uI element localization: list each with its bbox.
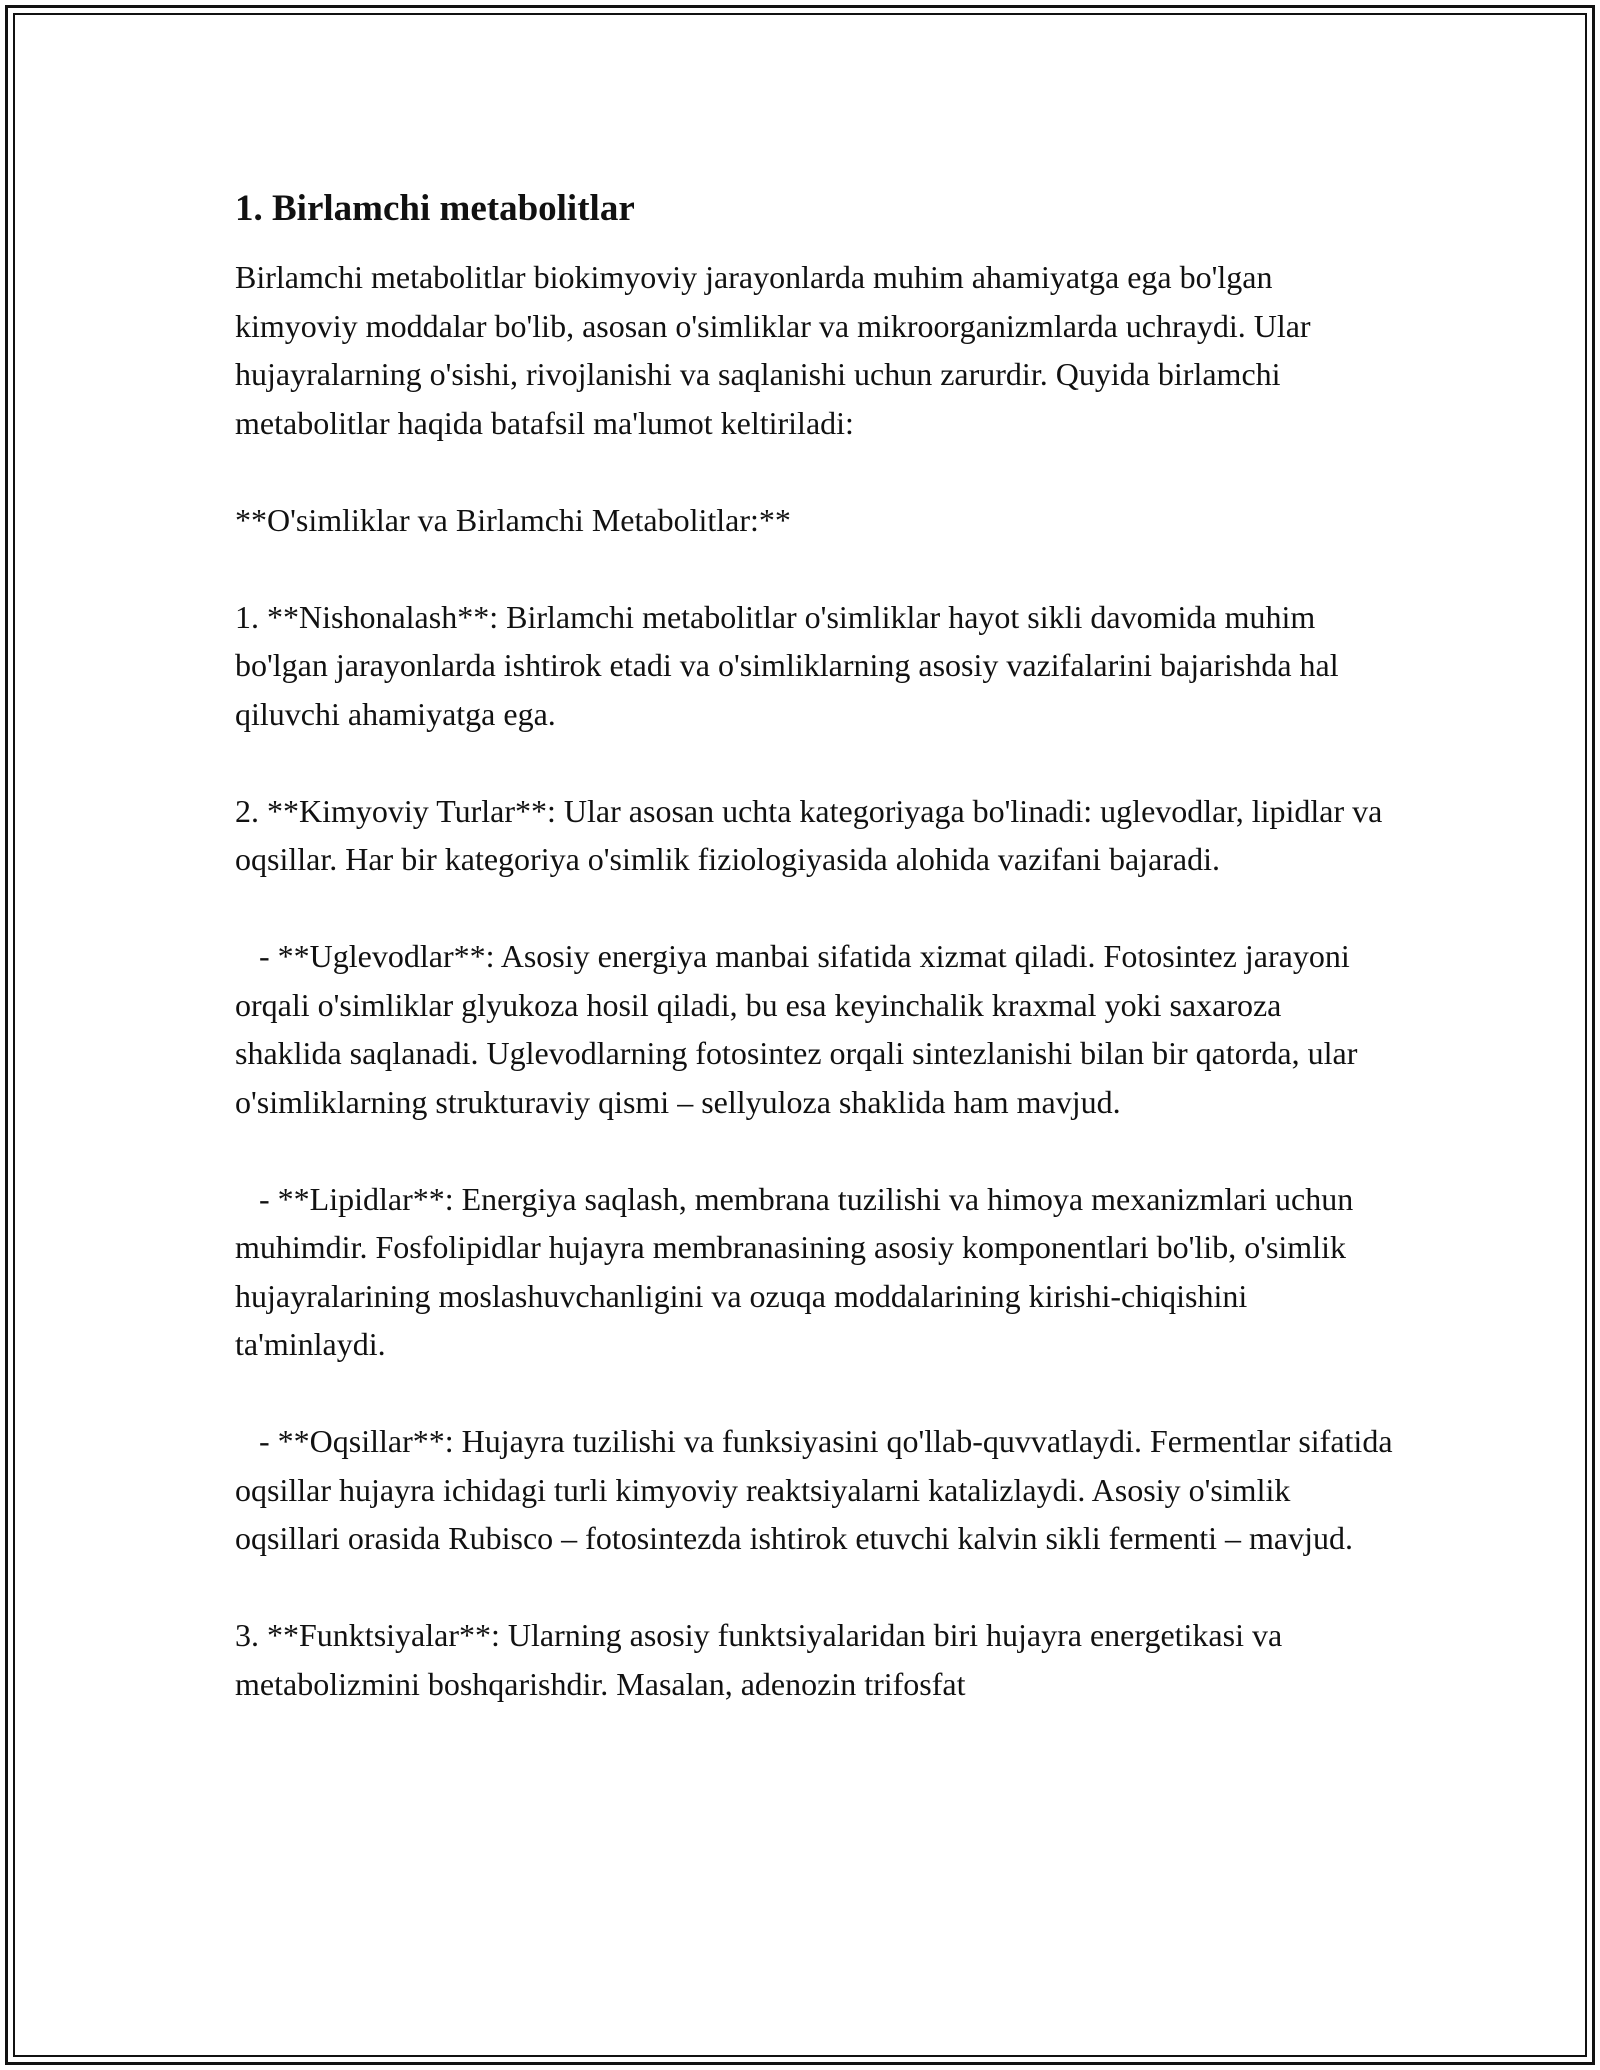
sub-item-lipidlar-paragraph: - **Lipidlar**: Energiya saqlash, membrana tuzilishi va himoya mexanizmlari uchun muhimdir. Fosfolipidlar hujayra membranasining asosiy komponentlari bo'lib, o'simlik hujayralarining moslashuvchanligini va ozuqa moddalarining kirishi-chiqishini ta'minlaydi.	[235, 1180, 1362, 1362]
document-body	[235, 185, 1401, 1757]
list-item-3-paragraph: 3. **Funktsiyalar**: Ularning asosiy funktsiyalaridan biri hujayra energetikasi va metabolizmini boshqarishdir. Masalan, adenozin trifosfat	[235, 1617, 1291, 1702]
intro-paragraph: Birlamchi metabolitlar biokimyoviy jarayonlarda muhim ahamiyatga ega bo'lgan kimyoviy moddalar bo'lib, asosan o'simliklar va mikroorganizmlarda uchraydi. Ular hujayralarning o'sishi, rivojlanishi va saqlanishi uchun zarurdir. Quyida birlamchi metabolitlar haqida batafsil ma'lumot keltiriladi:	[235, 259, 1319, 441]
list-item-2-paragraph: 2. **Kimyoviy Turlar**: Ular asosan uchta kategoriyaga bo'linadi: uglevodlar, lipidlar va oqsillar. Har bir kategoriya o'simlik fiziologiyasida alohida vazifani bajaradi.	[235, 792, 1391, 877]
sub-item-oqsillar-paragraph: - **Oqsillar**: Hujayra tuzilishi va funksiyasini qo'llab-quvvatlaydi. Fermentlar sifatida oqsillar hujayra ichidagi turli kimyoviy reaktsiyalarni katalizlaydi. Asosiy o'simlik oqsillari orasida Rubisco – fotosintezda ishtirok etuvchi kalvin sikli fermenti – mavjud.	[235, 1423, 1401, 1556]
list-item-1-paragraph: 1. **Nishonalash**: Birlamchi metabolitlar o'simliklar hayot sikli davomida muhim bo'lgan jarayonlarda ishtirok etadi va o'simliklarning asosiy vazifalarini bajarishda hal qiluvchi ahamiyatga ega.	[235, 598, 1347, 732]
sub-item-uglevodlar-paragraph: - **Uglevodlar**: Asosiy energiya manbai sifatida xizmat qiladi. Fotosintez jarayoni orqali o'simliklar glyukoza hosil qiladi, bu esa keyinchalik kraxmal yoki saxaroza shaklida saqlanadi. Uglevodlarning fotosintez orqali sintezlanishi bilan bir qatorda, ular o'simliklarning strukturaviy qismi – sellyuloza shaklida ham mavjud.	[235, 938, 1366, 1120]
subheading-paragraph: **O'simliklar va Birlamchi Metabolitlar:**	[235, 501, 791, 538]
section-heading: 1. Birlamchi metabolitlar	[235, 188, 635, 229]
